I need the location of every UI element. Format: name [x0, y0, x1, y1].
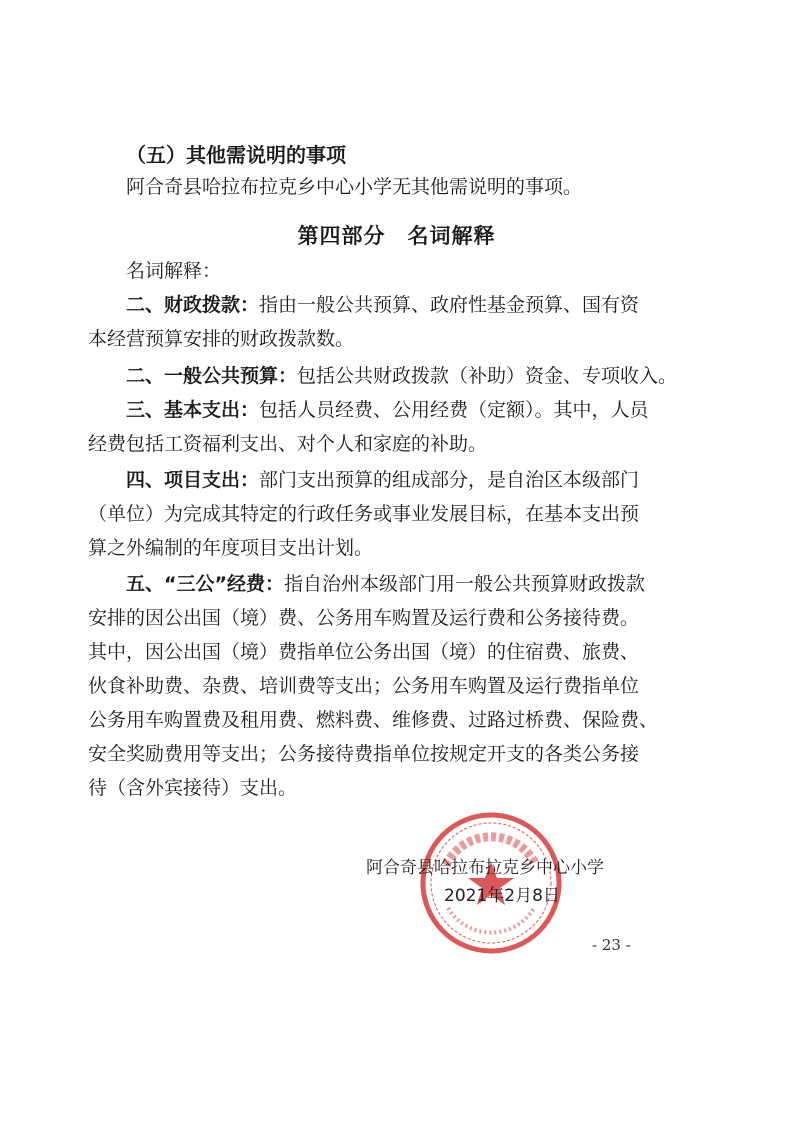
term-text-continuation: （单位）为完成其特定的行政任务或事业发展目标，在基本支出预: [88, 503, 640, 525]
term-general-public-budget: [126, 359, 710, 393]
term-text-continuation: 伙食补助费、杂费、培训费等支出；公务用车购置及运行费指单位: [88, 675, 640, 697]
term-label: 二、一般公共预算：: [126, 365, 298, 387]
term-fiscal-appropriation: [126, 288, 710, 322]
term-label: 五、“三公”经费：: [126, 573, 284, 595]
term-text: 部门支出预算的组成部分，是自治区本级部门: [259, 469, 640, 491]
term-text: 包括人员经费、公用经费（定额）。其中，人员: [259, 399, 649, 421]
term-text-continuation: 安排的因公出国（境）费、公务用车购置及运行费和公务接待费。: [88, 607, 640, 629]
term-text-continuation: 其中，因公出国（境）费指单位公务出国（境）的住宿费、旅费、: [88, 641, 640, 663]
term-label: 三、基本支出：: [126, 399, 260, 421]
part-title: 第四部分 名词解释: [297, 224, 496, 248]
glossary-intro: 名词解释：: [126, 260, 222, 282]
term-text: 指自治州本级部门用一般公共预算财政拨款: [283, 573, 645, 595]
term-text-continuation: 算之外编制的年度项目支出计划。: [88, 537, 374, 559]
signing-date: 2021年2月8日: [444, 886, 560, 906]
term-project-expenditure: [126, 463, 710, 497]
page-number: - 23 -: [592, 936, 631, 954]
section-heading-other-matters: （五）其他需说明的事项: [126, 143, 346, 167]
term-label: 四、项目支出：: [126, 469, 260, 491]
signing-organization: 阿合奇县哈拉布拉克乡中心小学: [366, 858, 604, 878]
term-label: 二、财政拨款：: [126, 294, 260, 316]
term-text-continuation: 经费包括工资福利支出、对个人和家庭的补助。: [88, 433, 488, 455]
term-basic-expenditure: [126, 393, 710, 427]
term-text: 指由一般公共预算、政府性基金预算、国有资: [259, 294, 640, 316]
term-text-continuation: 公务用车购置费及租用费、燃料费、维修费、过路过桥费、保险费、: [88, 709, 659, 731]
term-text-continuation: 本经营预算安排的财政拨款数。: [88, 328, 355, 350]
term-text-continuation: 待（含外宾接待）支出。: [88, 777, 298, 799]
term-text-continuation: 安全奖励费用等支出；公务接待费指单位按规定开支的各类公务接: [88, 743, 640, 765]
term-text: 包括公共财政拨款（补助）资金、专项收入。: [297, 365, 678, 387]
other-matters-text: 阿合奇县哈拉布拉克乡中心小学无其他需说明的事项。: [126, 176, 583, 198]
term-three-public-expenses: [126, 567, 710, 601]
